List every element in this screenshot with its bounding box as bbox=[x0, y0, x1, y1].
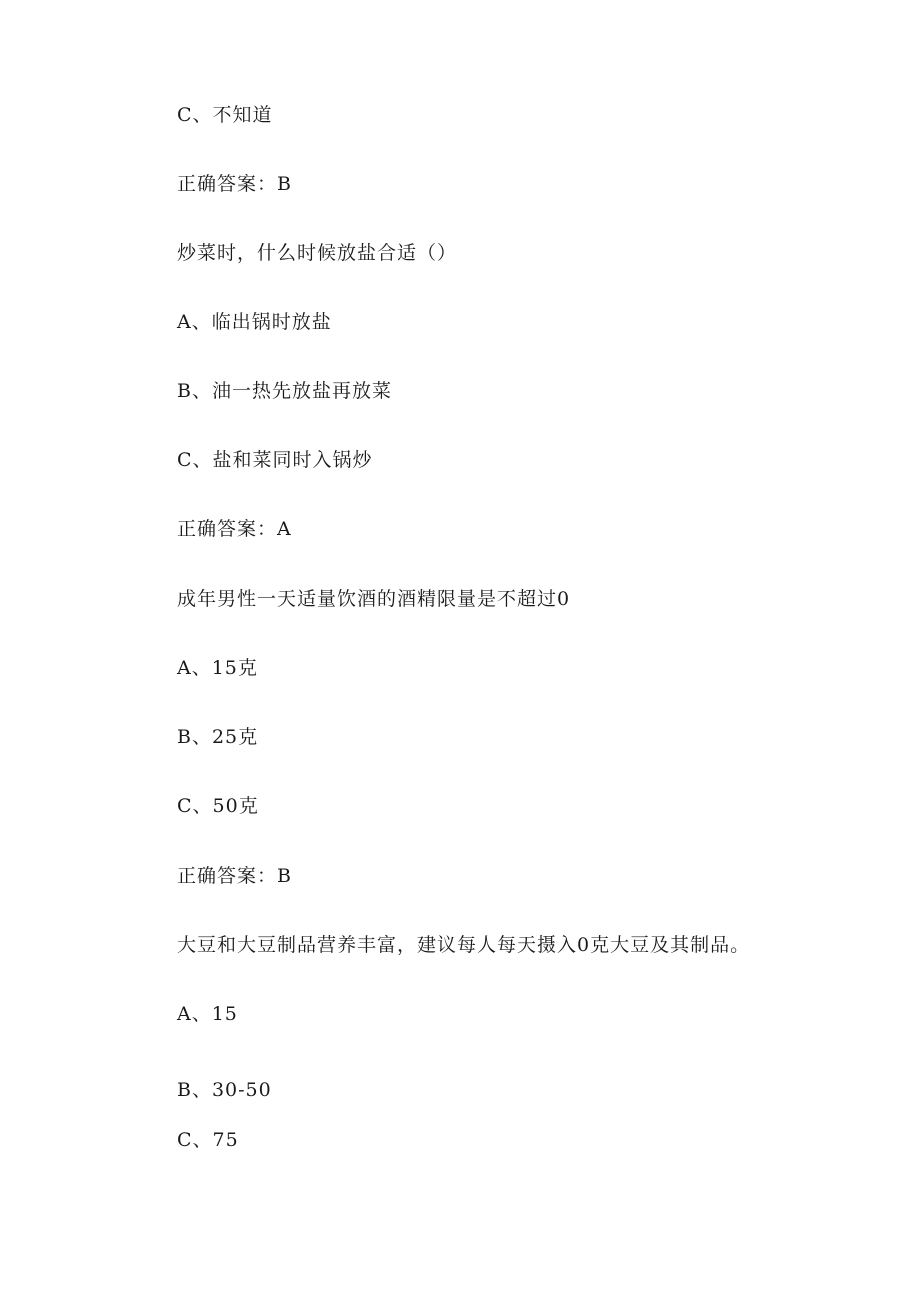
option-b-soy: B、30-50 bbox=[177, 1079, 272, 1101]
question-alcohol: 成年男性一天适量饮酒的酒精限量是不超过0 bbox=[177, 588, 571, 610]
option-c-salt: C、盐和菜同时入锅炒 bbox=[177, 449, 373, 471]
option-a-alcohol: A、15克 bbox=[177, 657, 258, 679]
option-a-soy: A、15 bbox=[177, 1003, 238, 1025]
question-soy: 大豆和大豆制品营养丰富，建议每人每天摄入0克大豆及其制品。 bbox=[177, 934, 751, 956]
option-b-alcohol: B、25克 bbox=[177, 726, 259, 748]
option-b-salt: B、油一热先放盐再放菜 bbox=[177, 380, 392, 402]
option-c-soy: C、75 bbox=[177, 1129, 239, 1151]
answer-q0: 正确答案：B bbox=[177, 173, 292, 195]
option-a-salt: A、临出锅时放盐 bbox=[177, 311, 332, 333]
question-salt: 炒菜时，什么时候放盐合适（） bbox=[177, 242, 458, 264]
answer-salt: 正确答案：A bbox=[177, 518, 292, 540]
option-c-q0: C、不知道 bbox=[177, 104, 273, 126]
option-c-alcohol: C、50克 bbox=[177, 795, 259, 817]
answer-alcohol: 正确答案：B bbox=[177, 865, 292, 887]
